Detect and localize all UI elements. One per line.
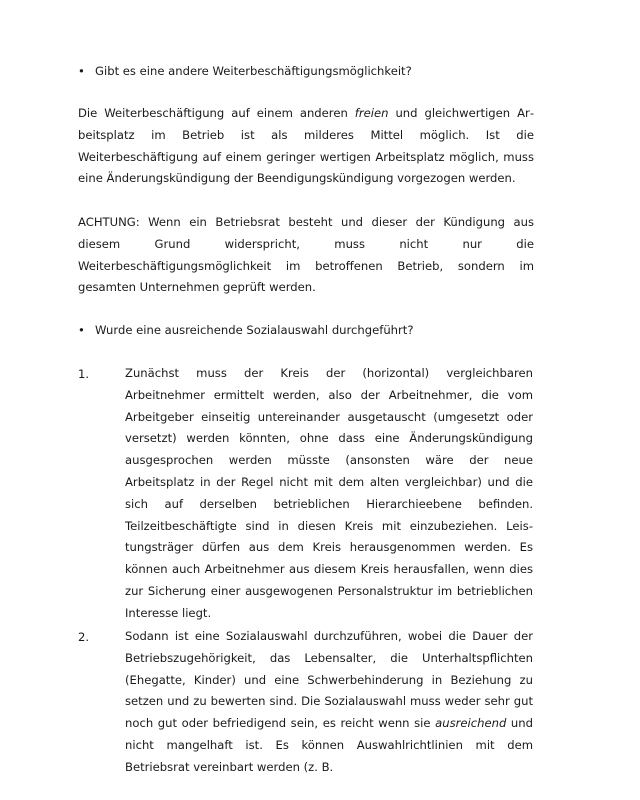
bullet-icon: • <box>78 323 85 337</box>
paragraph-text: Die Weiterbeschäftigung auf einem anderen <box>78 106 355 120</box>
list-item-1 <box>125 363 533 625</box>
bullet-icon: • <box>78 64 85 78</box>
list-item-text: Sodann ist eine Sozialauswahl durchzuführen, wobei die Dauer der Betriebszugehörigkeit, das Lebensalter, die Unterhaltspflichten (Ehegatte, Kinder) und eine Schwerbehinderung in Beziehung zu setzen und zu bewerten sind. Die Sozialauswahl muss weder sehr gut noch gut oder befriedigend sein, es reicht wenn sie <box>125 629 533 731</box>
list-item-text: und nicht mangelhaft ist. Es können Auswahlrichtlinien mit dem Betriebsrat vereinbart werden (z. B. <box>125 716 533 774</box>
emphasis-ausreichend: ausreichend <box>435 716 507 731</box>
list-item-text: Zunächst muss der Kreis der (horizontal) vergleichbaren Arbeitnehmer ermittelt werden, also der Arbeitnehmer, die vom Arbeitgeber einseitig untereinander ausgetauscht (umgesetzt oder versetzt) werden könnten, ohne dass eine Änderungskündigung ausgesprochen werden müsste (ansonsten wäre der neue Arbeitsplatz in der Regel nicht mit dem alten vergleichbar) und die sich auf derselben betrieblichen Hierarchieebene befinden. Teilzeitbeschäftigte sind in diesen Kreis mit einzubeziehen. Leistungsträger dürfen aus dem Kreis herausgenommen werden. Es können auch Arbeitnehmer aus diesem Kreis herausfallen, wenn dies zur Sicherung einer ausgewogenen Personalstruktur im betrieblichen Interesse liegt. <box>125 366 533 620</box>
list-number-2: 2. <box>78 630 90 644</box>
paragraph-text: ACHTUNG: Wenn ein Betriebsrat besteht und dieser der Kündigung aus diesem Grund widerspricht, muss nicht nur die Weiterbeschäftigungsmöglichkeit im betroffenen Betrieb, sondern im gesamten Unternehmen geprüft werden. <box>78 215 534 295</box>
list-item-2 <box>125 626 533 779</box>
paragraph-weiterbeschaeftigung <box>78 103 534 190</box>
heading-text: Wurde eine ausreichende Sozialauswahl durchgeführt? <box>95 323 414 337</box>
paragraph-text: und gleichwertigen Arbeitsplatz im Betrieb ist als milderes Mittel möglich. Ist die Weiterbeschäftigung auf einem geringer wertigen Arbeitsplatz möglich, muss eine Änderungskündigung der Beendigungskündigung vorgezogen werden. <box>78 106 534 186</box>
list-number-1: 1. <box>78 367 90 381</box>
heading-text: Gibt es eine andere Weiterbeschäftigungsmöglichkeit? <box>95 64 412 78</box>
emphasis-freien: freien <box>354 106 389 120</box>
paragraph-achtung <box>78 212 534 299</box>
